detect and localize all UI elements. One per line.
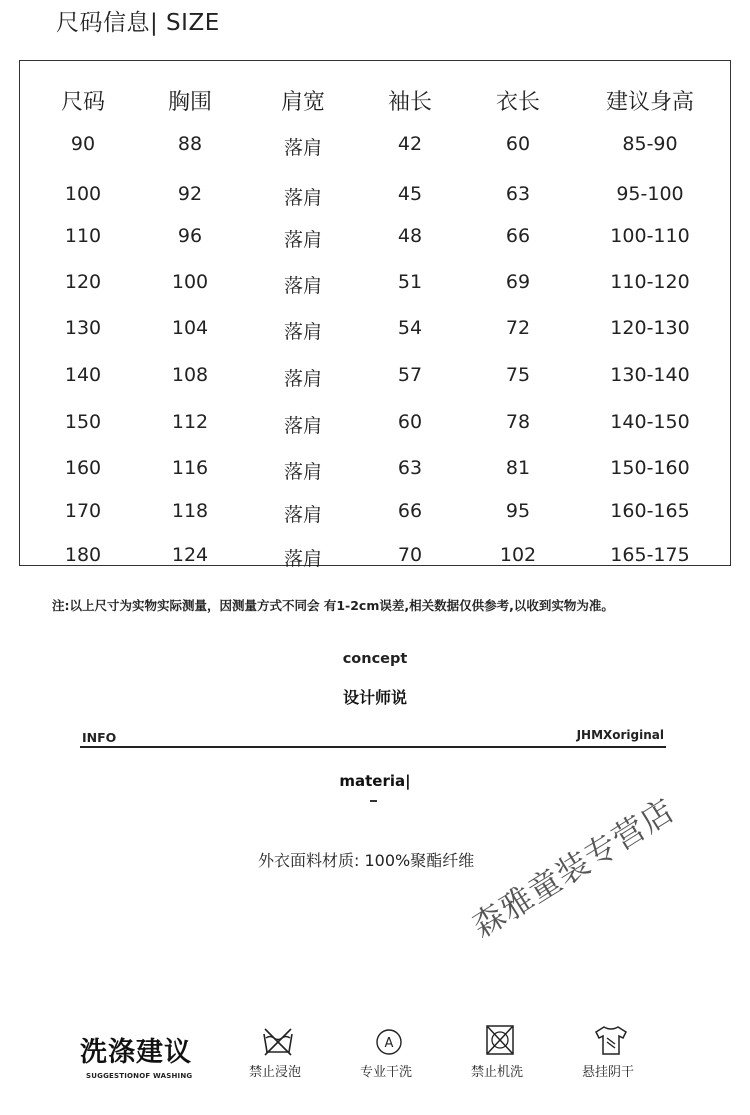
table-cell: 51 (397, 271, 423, 293)
table-cell: 110-120 (610, 271, 690, 293)
materia-underline (370, 800, 377, 802)
table-cell: 160-165 (610, 500, 690, 522)
size-table (19, 60, 731, 570)
table-cell: 78 (505, 411, 531, 433)
table-header-cell: 建议身高 (605, 90, 695, 115)
table-cell: 54 (397, 317, 423, 339)
dry-clean-symbol: A (384, 1036, 394, 1051)
table-cell: 124 (171, 544, 209, 566)
table-cell: 48 (397, 225, 423, 247)
table-cell: 100 (64, 183, 102, 205)
designer-title: 设计师说 (342, 688, 407, 707)
table-cell: 落肩 (283, 415, 323, 437)
table-cell: 落肩 (283, 137, 323, 159)
info-label: INFO (82, 730, 117, 745)
table-header-cell: 袖长 (387, 90, 433, 115)
table-cell: 95-100 (616, 183, 684, 205)
table-cell: 140-150 (610, 411, 690, 433)
washing-title: 洗涤建议 (80, 1037, 192, 1068)
table-cell: 96 (177, 225, 203, 247)
table-cell: 116 (171, 457, 209, 479)
table-header-cell: 尺码 (60, 90, 106, 115)
table-cell: 落肩 (283, 275, 323, 297)
table-cell: 118 (171, 500, 209, 522)
table-cell: 69 (505, 271, 531, 293)
table-cell: 180 (64, 544, 102, 566)
table-cell: 102 (499, 544, 537, 566)
info-divider (80, 746, 666, 748)
fabric-composition: 外衣面料材质: 100%聚酯纤维 (258, 851, 475, 870)
table-cell: 落肩 (283, 229, 323, 251)
hang-dry-shade-label: 悬挂阴干 (582, 1065, 635, 1080)
no-soak-label: 禁止浸泡 (249, 1065, 302, 1080)
table-cell: 140 (64, 364, 102, 386)
table-cell: 落肩 (283, 461, 323, 483)
table-cell: 170 (64, 500, 102, 522)
table-cell: 落肩 (283, 368, 323, 390)
table-cell: 落肩 (283, 187, 323, 209)
dry-clean-icon (372, 1026, 406, 1058)
table-cell: 92 (177, 183, 203, 205)
table-cell: 落肩 (283, 548, 323, 570)
table-cell: 63 (397, 457, 423, 479)
table-cell: 104 (171, 317, 209, 339)
no-machine-wash-icon (483, 1024, 517, 1056)
table-cell: 66 (505, 225, 531, 247)
table-cell: 60 (505, 133, 531, 155)
table-cell: 108 (171, 364, 209, 386)
table-cell: 95 (505, 500, 531, 522)
table-cell: 42 (397, 133, 423, 155)
size-section-title: 尺码信息| SIZE (56, 10, 220, 36)
hang-dry-shade-icon (594, 1024, 628, 1056)
table-cell: 120-130 (610, 317, 690, 339)
concept-label: concept (342, 651, 408, 667)
table-cell: 57 (397, 364, 423, 386)
table-cell: 66 (397, 500, 423, 522)
table-cell: 88 (177, 133, 203, 155)
table-header-cell: 衣长 (495, 90, 541, 115)
materia-label: materia| (339, 772, 411, 790)
table-cell: 72 (505, 317, 531, 339)
no-soak-icon (261, 1025, 295, 1057)
table-cell: 70 (397, 544, 423, 566)
table-cell: 81 (505, 457, 531, 479)
table-cell: 100-110 (610, 225, 690, 247)
table-cell: 90 (70, 133, 96, 155)
table-cell: 45 (397, 183, 423, 205)
table-header-cell: 肩宽 (280, 90, 326, 115)
table-cell: 110 (64, 225, 102, 247)
table-header-cell: 胸围 (167, 90, 213, 115)
shop-watermark: 森雅童装专营店 (465, 790, 682, 946)
table-cell: 60 (397, 411, 423, 433)
table-cell: 160 (64, 457, 102, 479)
table-cell: 100 (171, 271, 209, 293)
table-cell: 130-140 (610, 364, 690, 386)
table-cell: 落肩 (283, 504, 323, 526)
table-cell: 150 (64, 411, 102, 433)
measurement-note: 注:以上尺寸为实物实际测量，因测量方式不同会 有1-2cm误差,相关数据仅供参考,以收到实物为准。 (52, 598, 614, 613)
table-cell: 落肩 (283, 321, 323, 343)
table-cell: 85-90 (622, 133, 678, 155)
table-cell: 75 (505, 364, 531, 386)
dry-clean-label: 专业干洗 (360, 1065, 413, 1080)
table-cell: 130 (64, 317, 102, 339)
table-cell: 165-175 (610, 544, 690, 566)
table-cell: 63 (505, 183, 531, 205)
table-cell: 112 (171, 411, 209, 433)
brand-label: JHMXoriginal (576, 728, 664, 742)
no-machine-wash-label: 禁止机洗 (471, 1065, 524, 1080)
table-cell: 120 (64, 271, 102, 293)
table-cell: 150-160 (610, 457, 690, 479)
washing-subtitle: SUGGESTIONOF WASHING (86, 1072, 193, 1080)
